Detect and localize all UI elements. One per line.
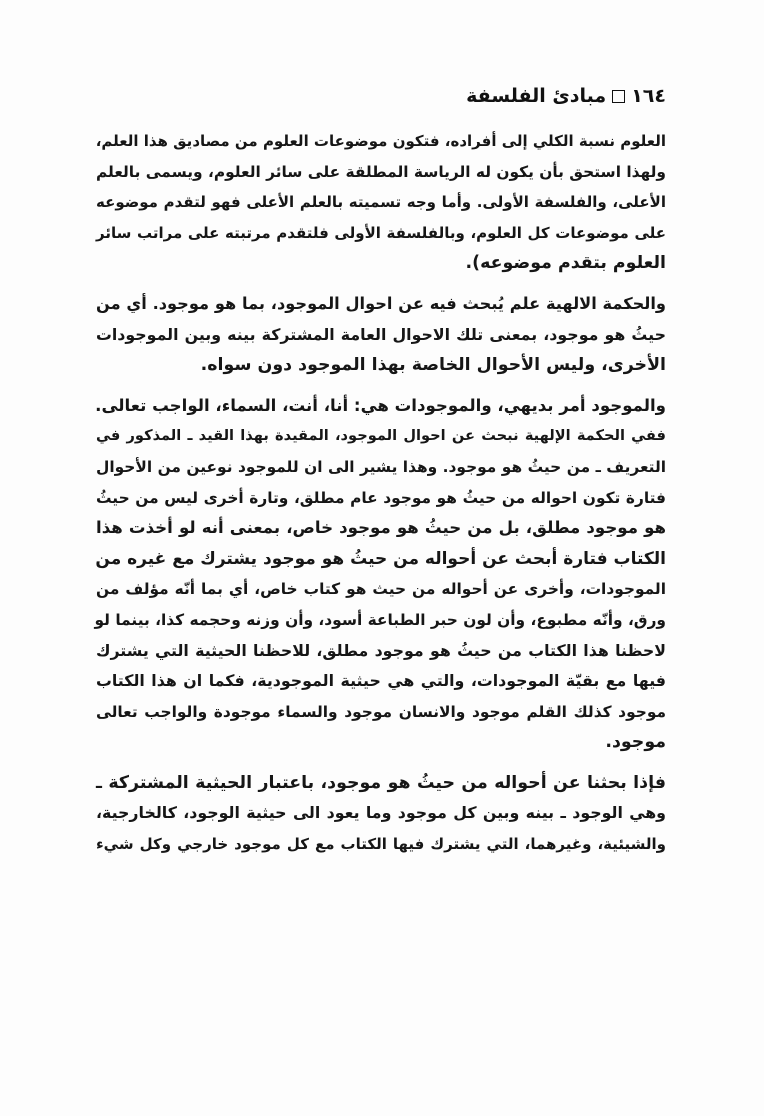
paragraph-gap bbox=[96, 758, 666, 768]
text-line: الأخرى، وليس الأحوال الخاصة بهذا الموجود دون سواه. bbox=[200, 355, 666, 376]
text-line: والحكمة الالهية علم يُبحث فيه عن احوال الموجود، بما هو موجود. أي من bbox=[96, 293, 666, 313]
text-line: على موضوعات كل العلوم، وبالفلسفة الأولى فلتقدم مرتبته على مراتب سائر bbox=[96, 223, 666, 242]
page-header bbox=[466, 78, 666, 114]
paragraph-gap bbox=[96, 279, 666, 289]
paragraph-2 bbox=[96, 289, 666, 381]
text-line: والشيئية، وغيرهما، التي يشترك فيها الكتاب مع كل موجود خارجي وكل شيء bbox=[96, 835, 666, 854]
text-line: العلوم نسبة الكلي إلى أفراده، فتكون موضوعات العلوم من مصاديق هذا العلم، bbox=[95, 132, 666, 150]
text-line: موجود كذلك القلم موجود والانسان موجود والسماء موجودة والواجب تعالى bbox=[96, 702, 666, 721]
paragraph-4 bbox=[96, 768, 666, 860]
text-line: العلوم بتقدم موضوعه). bbox=[465, 253, 666, 274]
text-line: الكتاب فتارة أبحث عن أحواله من حيثُ هو موجود يشترك مع غيره من bbox=[95, 548, 666, 569]
text-line: فإذا بحثنا عن أحواله من حيثُ هو موجود، باعتبار الحيثية المشتركة ـ bbox=[96, 772, 666, 793]
text-line: وهي الوجود ـ بينه وبين كل موجود وما يعود الى حيثية الوجود، كالخارجية، bbox=[96, 803, 666, 823]
book-title: مبادئ الفلسفة bbox=[466, 85, 607, 107]
header-separator-square-icon bbox=[612, 90, 625, 103]
text-line: التعريف ـ من حيثُ هو موجود. وهذا يشير الى ان للموجود نوعين من الأحوال bbox=[96, 457, 666, 476]
text-line: موجود. bbox=[605, 732, 666, 753]
paragraph-gap bbox=[96, 381, 666, 391]
paragraph-1 bbox=[96, 126, 666, 279]
body-text bbox=[96, 126, 666, 860]
text-line: فتارة تكون احواله من حيثُ هو موجود عام مطلق، وتارة أخرى ليس من حيثُ bbox=[96, 488, 666, 507]
page-number: ١٦٤ bbox=[631, 85, 666, 107]
text-line: ففي الحكمة الإلهية نبحث عن احوال الموجود، المقيدة بهذا القيد ـ المذكور في bbox=[96, 427, 666, 445]
paragraph-3 bbox=[96, 391, 666, 758]
text-line: لاحظنا هذا الكتاب من حيثُ هو موجود مطلق، للاحظنا الحيثية التي يشترك bbox=[96, 640, 666, 660]
text-line: فيها مع بقيّة الموجودات، والتي هي حيثية الموجودية، فكما ان هذا الكتاب bbox=[96, 671, 666, 691]
text-line: حيثُ هو موجود، بمعنى تلك الاحوال العامة المشتركة بينه وبين الموجودات bbox=[96, 324, 666, 344]
text-line: الأعلى، والفلسفة الأولى. وأما وجه تسميته بالعلم الأعلى فهو لتقدم موضوعه bbox=[96, 193, 666, 212]
text-line: ولهذا استحق بأن يكون له الرياسة المطلقة على سائر العلوم، ويسمى بالعلم bbox=[95, 162, 666, 181]
text-line: الموجودات، وأخرى عن أحواله من حيث هو كتاب خاص، أي بما أنّه مؤلف من bbox=[96, 580, 666, 599]
text-line: والموجود أمر بديهي، والموجودات هي: أنا، أنت، السماء، الواجب تعالى. bbox=[95, 395, 666, 415]
text-line: هو موجود مطلق، بل من حيثُ هو موجود خاص، بمعنى أنه لو أخذت هذا bbox=[96, 518, 666, 538]
text-line: ورق، وأنّه مطبوع، وأن لون حبر الطباعة أسود، وأن وزنه وحجمه كذا، بينما لو bbox=[94, 610, 666, 629]
